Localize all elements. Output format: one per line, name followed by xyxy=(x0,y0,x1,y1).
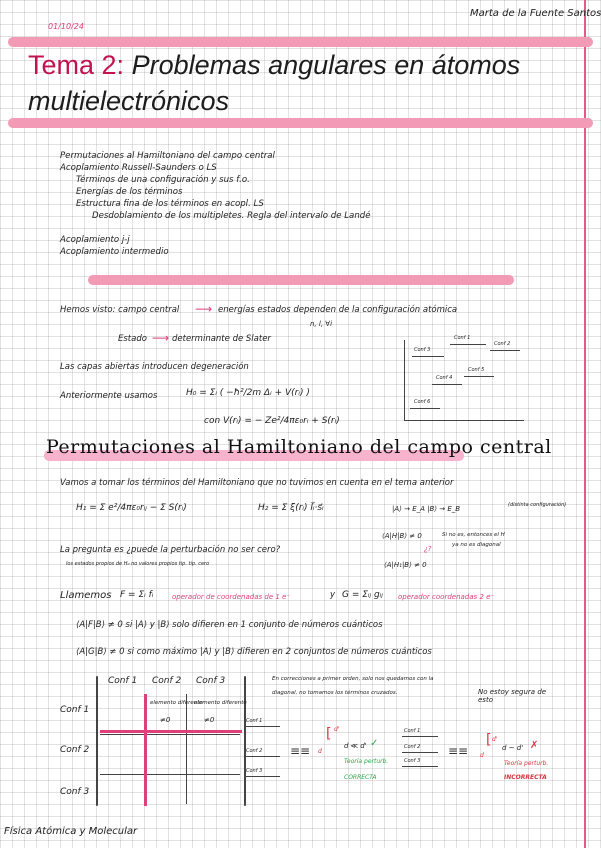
side-note-2: ya no es diagonal xyxy=(452,542,501,548)
matrix-col-header: Conf 1 xyxy=(108,676,138,686)
right-verdict: INCORRECTA xyxy=(504,774,547,781)
left-relation: d ≪ d' xyxy=(344,742,367,750)
side-note-1: Si no es, entonces el H xyxy=(442,532,505,538)
matrix-grid-line xyxy=(100,774,240,775)
toc-item: Acoplamiento intermedio xyxy=(60,247,169,257)
title-highlight-top xyxy=(8,37,593,47)
title-highlight-bottom xyxy=(8,118,593,128)
date: 01/10/24 xyxy=(48,22,84,31)
energy-label: Conf 6 xyxy=(414,399,431,405)
title-colon: : xyxy=(116,50,125,80)
matrix-highlight-row xyxy=(100,730,242,733)
left-theory: Teoría perturb. xyxy=(344,758,389,765)
llamemos: Llamemos xyxy=(60,590,112,601)
matrix-cell-note: elemento diferente xyxy=(194,700,247,706)
intro-line3: Las capas abiertas introducen degeneración xyxy=(60,362,249,372)
cross-icon: ✗ xyxy=(530,740,539,751)
f-definition: F = Σᵢ fᵢ xyxy=(120,590,154,600)
level-line xyxy=(244,776,280,777)
equivalent-icon: ≡≡ xyxy=(448,744,469,758)
matrix-row-header: Conf 3 xyxy=(60,787,90,797)
level-label: Conf 2 xyxy=(246,748,263,754)
left-verdict: CORRECTA xyxy=(344,774,377,781)
intro-line1-sub: n, l, ∀i xyxy=(310,320,333,328)
h0-equation: H₀ = Σᵢ ( −ħ²/2m Δᵢ + V(rᵢ) ) xyxy=(186,388,310,398)
matrix-cell-note: elemento diferente xyxy=(150,700,203,706)
energy-level xyxy=(450,344,486,345)
matrix-col-header: Conf 2 xyxy=(152,676,182,686)
f-note: operador de coordenadas de 1 e⁻ xyxy=(172,593,291,601)
intro-line1-a: Hemos visto: campo central xyxy=(60,305,180,315)
arrow-icon: ⟶ xyxy=(195,302,213,316)
question: La pregunta es ¿puede la perturbación no ser cero? xyxy=(60,545,281,555)
page-title-line2: multielectrónicos xyxy=(28,86,230,116)
level-line xyxy=(402,752,438,753)
intro-line2-b: determinante de Slater xyxy=(172,334,271,344)
ket-note: (distinta configuración) xyxy=(508,502,567,508)
question-mark: ¿? xyxy=(424,545,432,553)
energy-level xyxy=(432,384,462,385)
level-label: Conf 2 xyxy=(404,744,421,750)
matrix-element-1: ⟨A|H|B⟩ ≠ 0 xyxy=(382,532,422,540)
not-sure-note: No estoy segura de esto xyxy=(478,688,547,704)
right-relation: d ~ d' xyxy=(502,744,524,752)
energy-level xyxy=(410,408,440,409)
matrix-cell-neq: ≠0 xyxy=(160,716,171,724)
intro-line1-b: energías estados dependen de la configuración atómica xyxy=(218,305,458,315)
g-note: operador coordenadas 2 e⁻ xyxy=(398,593,495,601)
level-label: Conf 1 xyxy=(404,728,421,734)
toc-item: Energías de los términos xyxy=(76,187,183,197)
ket-equation: |A⟩ → E_A |B⟩ → E_B xyxy=(392,505,461,513)
energy-label: Conf 4 xyxy=(436,375,453,381)
check-icon: ✓ xyxy=(370,738,379,749)
d-prime-label: d' xyxy=(492,736,498,743)
matrix-note-line2: diagonal, no tomamos los términos cruzados. xyxy=(272,690,398,696)
toc-item: Desdoblamiento de los multipletes. Regla del intervalo de Landé xyxy=(92,211,371,221)
right-theory: Teoría perturb. xyxy=(504,760,549,767)
topic-title: Problemas angulares en átomos xyxy=(131,50,521,80)
toc-item: Estructura fina de los términos en acopl. LS xyxy=(76,199,264,209)
level-label: Conf 3 xyxy=(246,768,263,774)
toc-divider xyxy=(88,275,514,285)
bracket-icon: [ xyxy=(326,726,332,742)
energy-label: Conf 2 xyxy=(494,341,511,347)
level-line xyxy=(402,736,438,737)
matrix-cell-neq: ≠0 xyxy=(204,716,215,724)
matrix-col-header: Conf 3 xyxy=(196,676,226,686)
matrix-highlight-col xyxy=(144,694,147,806)
topic-number: Tema 2 xyxy=(28,50,117,80)
h1-equation: H₁ = Σ e²/4πε₀rᵢⱼ − Σ S(rᵢ) xyxy=(76,503,187,513)
page-title-line1 xyxy=(28,50,520,81)
energy-axis-horizontal xyxy=(404,420,524,421)
matrix-note-line1: En correcciones a primer orden, solo nos quedamos con la xyxy=(272,676,434,682)
bracket-icon: [ xyxy=(486,732,492,748)
section-heading: Permutaciones al Hamiltoniano del campo central xyxy=(46,436,552,458)
g-definition: G = Σᵢⱼ gᵢⱼ xyxy=(342,590,383,600)
matrix-bracket-right xyxy=(244,676,246,806)
toc-item: Términos de una configuración y sus f.o. xyxy=(76,175,250,185)
d-label: d xyxy=(318,748,322,755)
author: Marta de la Fuente Santos xyxy=(470,8,601,19)
equivalent-icon: ≡≡ xyxy=(290,744,311,758)
matrix-row-header: Conf 2 xyxy=(60,745,90,755)
matrix-grid-line xyxy=(100,734,240,735)
rule-1: ⟨A|F|B⟩ ≠ 0 si |A⟩ y |B⟩ solo difieren en 1 conjunto de números cuánticos xyxy=(76,620,383,630)
energy-level xyxy=(490,350,520,351)
arrow-icon: ⟶ xyxy=(152,331,170,345)
matrix-bracket-top-left xyxy=(96,676,98,806)
matrix-grid-line xyxy=(186,694,187,804)
footer-course: Física Atómica y Molecular xyxy=(4,826,138,837)
matrix-element-2: ⟨A|H₁|B⟩ ≠ 0 xyxy=(384,561,427,569)
h2-equation: H₂ = Σ ξ(rᵢ) l⃗ᵢ·s⃗ᵢ xyxy=(258,503,324,513)
level-label: Conf 1 xyxy=(246,718,263,724)
level-line xyxy=(244,756,280,757)
toc-item: Acoplamiento Russell-Saunders o LS xyxy=(60,163,217,173)
level-line xyxy=(244,726,280,727)
question-sub: los estados propios de H₀ no valores propios tip. típ. cero xyxy=(66,561,210,567)
energy-axis-vertical xyxy=(404,340,405,420)
level-label: Conf 3 xyxy=(404,758,421,764)
toc-item: Acoplamiento j-j xyxy=(60,235,130,245)
energy-label: Conf 3 xyxy=(414,347,431,353)
intro-line4: Anteriormente usamos xyxy=(60,391,158,401)
matrix-row-header: Conf 1 xyxy=(60,705,90,715)
energy-level xyxy=(412,356,444,357)
intro-line2-a: Estado xyxy=(118,334,147,344)
energy-level xyxy=(464,376,494,377)
d-label: d xyxy=(480,752,484,759)
y-connector: y xyxy=(330,590,336,600)
level-line xyxy=(402,766,438,767)
d-prime-label: d' xyxy=(334,726,340,733)
rule-2: ⟨A|G|B⟩ ≠ 0 si como máximo |A⟩ y |B⟩ difieren en 2 conjuntos de números cuánticos xyxy=(76,647,432,657)
toc-item: Permutaciones al Hamiltoniano del campo central xyxy=(60,151,275,161)
energy-label: Conf 1 xyxy=(454,335,471,341)
energy-label: Conf 5 xyxy=(468,367,485,373)
v-equation: con V(rᵢ) = − Ze²/4πε₀rᵢ + S(rᵢ) xyxy=(204,416,340,426)
section-paragraph: Vamos a tomar los términos del Hamiltoniano que no tuvimos en cuenta en el tema anterior xyxy=(60,478,454,488)
